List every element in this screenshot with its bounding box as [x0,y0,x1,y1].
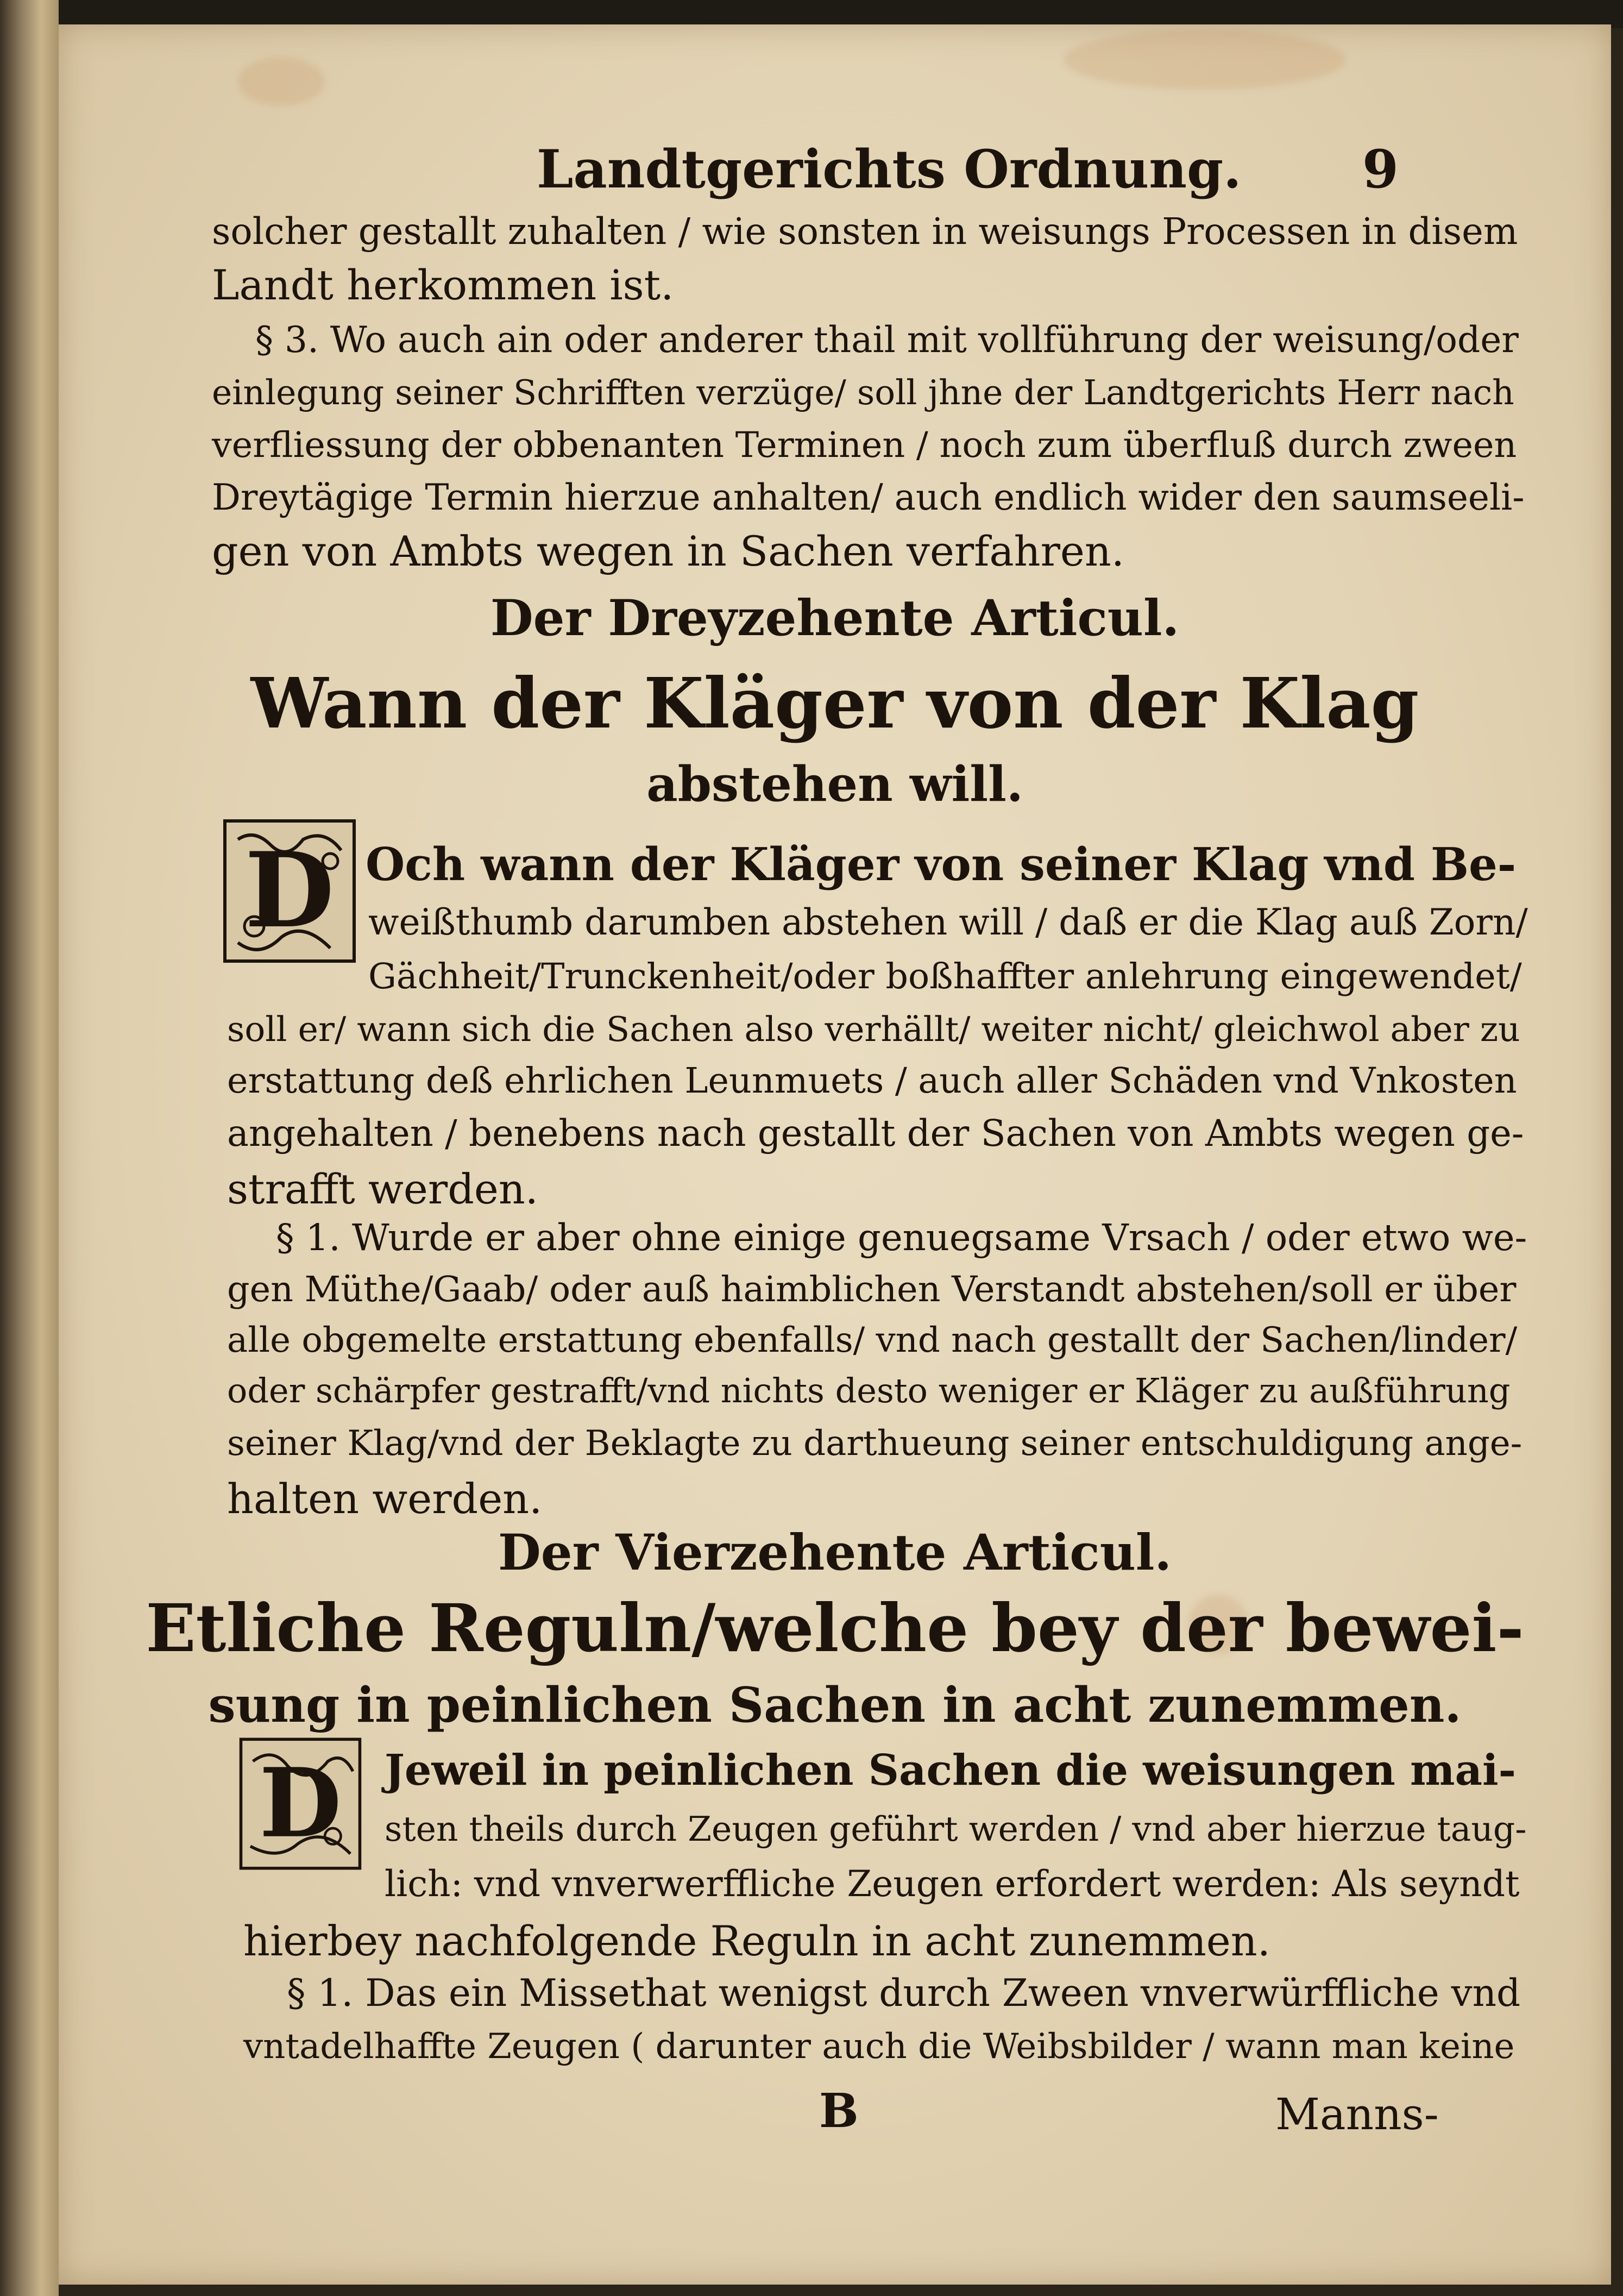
text-line: § 1. Wurde er aber ohne einige genuegsame Vrsach / oder etwo we- [276,1216,1527,1259]
text-line: hierbey nachfolgende Reguln in acht zunemmen. [243,1917,1270,1965]
text-line: lich: vnd vnverwerffliche Zeugen erfordert werden: Als seyndt [385,1863,1520,1905]
text-line: § 3. Wo auch ain oder anderer thail mit vollführung der weisung/oder [255,319,1519,361]
article-subtitle: abstehen will. [646,755,1023,812]
text-line: Och wann der Kläger von seiner Klag vnd Be- [366,838,1517,891]
text-line: strafft werden. [227,1165,538,1213]
decorated-initial [238,1736,363,1872]
text-line: Jeweil in peinlichen Sachen die weisungen mai- [385,1746,1517,1795]
water-stain [1064,30,1346,90]
catchword: Manns- [1275,2089,1439,2140]
text-line: weißthumb darumben abstehen will / daß er die Klag auß Zorn/ [368,901,1528,943]
text-line: gen von Ambts wegen in Sachen verfahren. [212,527,1125,575]
article-subtitle: sung in peinlichen Sachen in acht zunemmen. [208,1676,1462,1733]
text-line: soll er/ wann sich die Sachen also verhällt/ weiter nicht/ gleichwol aber zu [227,1009,1520,1049]
text-line: oder schärpfer gestrafft/vnd nichts desto weniger er Kläger zu außführung [227,1371,1511,1410]
article-label: Der Dreyzehente Articul. [490,589,1180,647]
page-number: 9 [1362,139,1399,200]
text-line: angehalten / benebens nach gestallt der Sachen von Ambts wegen ge- [227,1112,1524,1155]
text-line: Dreytägige Termin hierzue anhalten/ auch endlich wider den saumseeli- [212,476,1525,518]
initial-letter: D [259,1747,342,1859]
text-line: verfliessung der obbenanten Terminen / noch zum überfluß durch zween [212,425,1517,466]
text-line: Gächheit/Trunckenheit/oder boßhaffter anlehrung eingewendet/ [368,956,1522,997]
signature-mark: B [819,2084,859,2138]
article-label: Der Vierzehente Articul. [498,1524,1172,1582]
article-title: Wann der Kläger von der Klag [250,663,1419,744]
text-line: solcher gestallt zuhalten / wie sonsten in weisungs Processen in disem [212,210,1518,253]
text-line: halten werden. [227,1475,543,1523]
text-line: gen Müthe/Gaab/ oder auß haimblichen Verstandt abstehen/soll er über [227,1269,1517,1310]
decorated-initial [222,818,357,964]
text-line: alle obgemelte erstattung ebenfalls/ vnd nach gestallt der Sachen/linder/ [227,1320,1518,1360]
text-line: Landt herkommen ist. [212,261,674,309]
text-line: einlegung seiner Schrifften verzüge/ soll jhne der Landtgerichts Herr nach [212,373,1514,412]
text-line: vntadelhaffte Zeugen ( darunter auch die Weibsbilder / wann man keine [243,2027,1515,2067]
text-line: sten theils durch Zeugen geführt werden / vnd aber hierzue taug- [385,1809,1527,1849]
foxing-spot [238,57,325,106]
initial-letter: D [244,830,335,951]
running-title: Landtgerichts Ordnung. [537,139,1242,200]
article-title: Etliche Reguln/welche bey der bewei- [146,1589,1524,1667]
text-line: § 1. Das ein Missethat wenigst durch Zween vnverwürffliche vnd [287,1972,1521,2015]
book-page [59,24,1611,2285]
book-spine [0,0,59,2296]
text-line: erstattung deß ehrlichen Leunmuets / auch aller Schäden vnd Vnkosten [227,1061,1517,1101]
text-line: seiner Klag/vnd der Beklagte zu darthueung seiner entschuldigung ange- [227,1423,1523,1464]
